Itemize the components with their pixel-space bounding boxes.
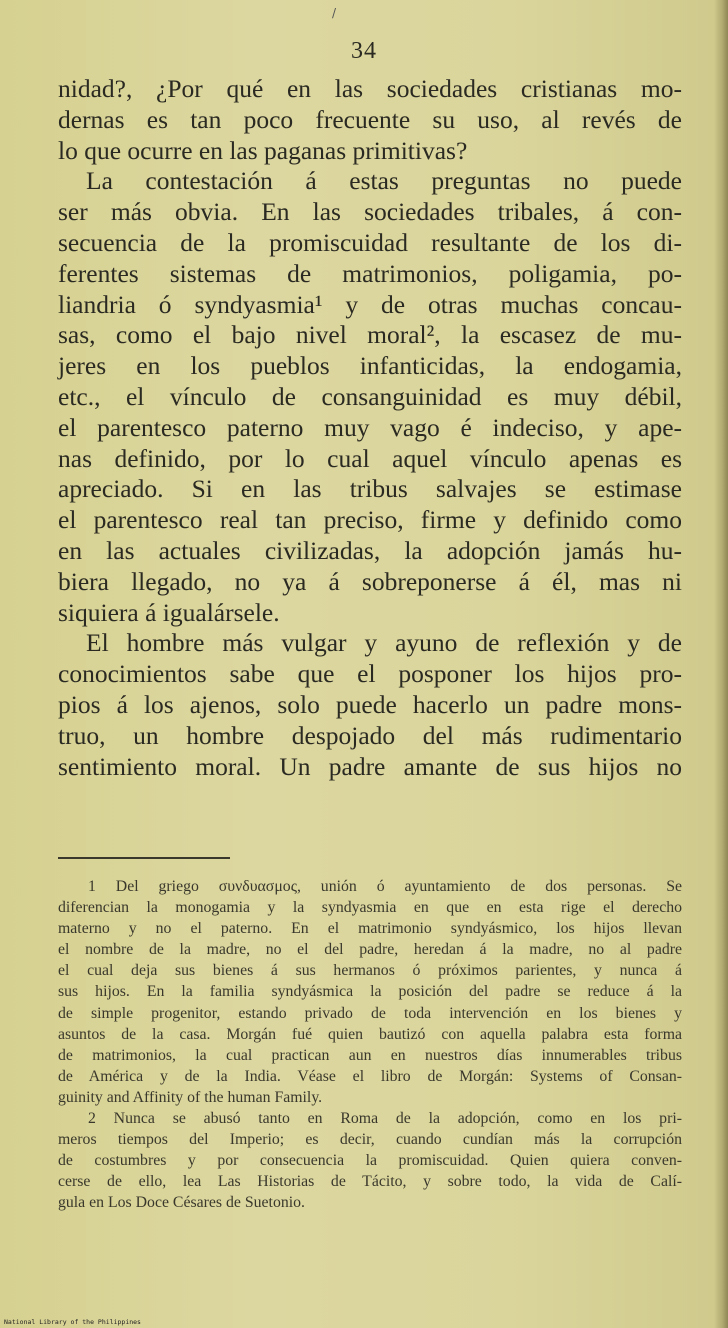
- body-line: liandria ó syndyasmia¹ y de otras muchas concau-: [58, 289, 682, 319]
- footnote-line: meros tiempos del Imperio; es decir, cuando cundían más la corrupción: [58, 1131, 682, 1149]
- body-line: truo, un hombre despojado del más rudimentario: [58, 720, 682, 750]
- footnote-line: 2 Nunca se abusó tanto en Roma de la adopción, como en los pri-: [88, 1110, 682, 1128]
- body-line: nas definido, por lo cual aquel vínculo apenas es: [58, 443, 682, 473]
- body-line: sentimiento moral. Un padre amante de sus hijos no: [58, 751, 682, 781]
- body-line: dernas es tan poco frecuente su uso, al revés de: [58, 104, 682, 134]
- body-line: La contestación á estas preguntas no puede: [86, 166, 682, 196]
- footnote-line: diferencian la monogamia y la syndyasmia en que en esta rige el derecho: [58, 899, 682, 917]
- footnote-line: asuntos de la casa. Morgán fué quien bautizó con aquella palabra esta forma: [58, 1025, 682, 1043]
- body-line: etc., el vínculo de consanguinidad es muy débil,: [58, 381, 682, 411]
- footnote-line: de América y de la India. Véase el libro de Morgán: Systems of Consan-: [58, 1067, 682, 1085]
- footnote-line: el cual deja sus bienes á sus hermanos ó próximos parientes, y nunca á: [58, 962, 682, 980]
- footnote-line: de simple progenitor, estando privado de toda intervención en los bienes y: [58, 1004, 682, 1022]
- library-credit: National Library of the Philippines: [4, 1318, 141, 1326]
- footnote-line: de matrimonios, la cual practican aun en nuestros días innumerables tribus: [58, 1046, 682, 1064]
- footnote-line: el nombre de la madre, no el del padre, heredan á la madre, no al padre: [58, 941, 682, 959]
- top-mark: /: [332, 6, 337, 20]
- body-line: El hombre más vulgar y ayuno de reflexión y de: [86, 628, 682, 658]
- body-line: ferentes sistemas de matrimonios, poligamia, po-: [58, 258, 682, 288]
- body-line: nidad?, ¿Por qué en las sociedades cristianas mo-: [58, 74, 682, 103]
- footnote-line: materno y no el paterno. En el matrimonio syndyásmico, los hijos llevan: [58, 920, 682, 938]
- footnote-line: gula en Los Doce Césares de Suetonio.: [58, 1194, 305, 1212]
- body-line: el parentesco real tan preciso, firme y definido como: [58, 505, 682, 535]
- footnote-line: de costumbres y por consecuencia la promiscuidad. Quien quiera conven-: [58, 1152, 682, 1170]
- body-line: secuencia de la promiscuidad resultante de los di-: [58, 227, 682, 257]
- body-line: ser más obvia. En las sociedades tribales, á con-: [58, 197, 682, 227]
- footnote-line: guinity and Affinity of the human Family.: [58, 1088, 323, 1106]
- body-line: conocimientos sabe que el posponer los hijos pro-: [58, 659, 682, 689]
- body-line: lo que ocurre en las paganas primitivas?: [58, 135, 468, 165]
- footnote-line: sus hijos. En la familia syndyásmica la posición del padre se reduce á la: [58, 983, 682, 1001]
- body-line: sas, como el bajo nivel moral², la escasez de mu-: [58, 320, 682, 350]
- body-line: pios á los ajenos, solo puede hacerlo un padre mons-: [58, 689, 682, 719]
- footnote-line: cerse de ello, lea Las Historias de Tácito, y sobre todo, la vida de Calí-: [58, 1173, 682, 1191]
- body-line: el parentesco paterno muy vago é indeciso, y ape-: [58, 412, 682, 442]
- footnote-divider: [58, 857, 230, 859]
- footnote-line: 1 Del griego συνδυασμος, unión ó ayuntamiento de dos personas. Se: [88, 878, 682, 895]
- body-line: jeres en los pueblos infanticidas, la endogamia,: [58, 351, 682, 381]
- body-line: apreciado. Si en las tribus salvajes se estimase: [58, 474, 682, 504]
- body-line: en las actuales civilizadas, la adopción jamás hu-: [58, 535, 682, 565]
- body-line: biera llegado, no ya á sobreponerse á él, mas ni: [58, 566, 682, 596]
- body-text: [58, 74, 682, 782]
- page-number: 34: [351, 38, 377, 64]
- page-edge-shadow: [714, 0, 728, 1328]
- footnotes: [58, 876, 682, 1214]
- body-line: siquiera á igualársele.: [58, 597, 280, 627]
